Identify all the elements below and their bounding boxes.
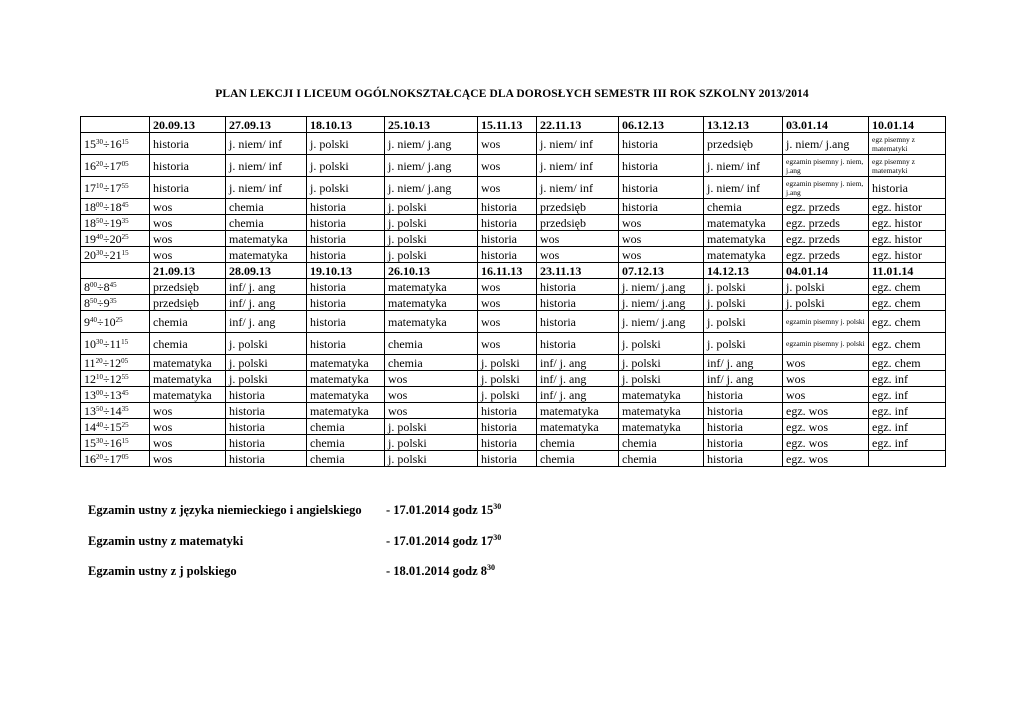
lesson-cell: egz. przeds <box>783 199 869 215</box>
lesson-cell: przedsięb <box>537 215 619 231</box>
lesson-cell: j. polski <box>307 155 385 177</box>
lesson-cell: matematyka <box>150 371 226 387</box>
lesson-cell: egz. wos <box>783 435 869 451</box>
lesson-cell: wos <box>385 403 478 419</box>
corner-cell <box>81 263 150 279</box>
lesson-row <box>81 177 946 199</box>
lesson-cell: inf/ j. ang <box>537 387 619 403</box>
lesson-cell: historia <box>619 155 704 177</box>
time-slot-cell: $19^{40}\div 20^{25}$ <box>81 231 150 247</box>
date-header-cell: 03.01.14 <box>783 117 869 133</box>
lesson-cell: j. niem/ j.ang <box>619 279 704 295</box>
lesson-cell: wos <box>150 199 226 215</box>
date-header-cell: 19.10.13 <box>307 263 385 279</box>
lesson-cell: j. niem/ j.ang <box>385 133 478 155</box>
lesson-cell: historia <box>307 279 385 295</box>
time-slot-cell: $14^{40}\div 15^{25}$ <box>81 419 150 435</box>
date-header-row <box>81 117 946 133</box>
lesson-cell: matematyka <box>226 247 307 263</box>
lesson-cell: historia <box>478 403 537 419</box>
lesson-cell: historia <box>226 451 307 467</box>
lesson-cell: wos <box>619 247 704 263</box>
lesson-cell: matematyka <box>537 403 619 419</box>
lesson-cell: przedsięb <box>150 295 226 311</box>
lesson-cell: historia <box>704 403 783 419</box>
date-header-cell: 16.11.13 <box>478 263 537 279</box>
lesson-cell: historia <box>478 231 537 247</box>
lesson-cell: wos <box>537 247 619 263</box>
lesson-row <box>81 403 946 419</box>
lesson-cell: historia <box>307 231 385 247</box>
lesson-cell: egz. wos <box>783 451 869 467</box>
lesson-cell: historia <box>478 215 537 231</box>
lesson-cell: j. polski <box>619 333 704 355</box>
lesson-cell: inf/ j. ang <box>704 355 783 371</box>
lesson-cell: chemia <box>385 333 478 355</box>
time-slot-cell: $18^{00}\div 18^{45}$ <box>81 199 150 215</box>
page-title: PLAN LEKCJI I LICEUM OGÓLNOKSZTAŁCĄCE DLA DOROSŁYCH SEMESTR III ROK SZKOLNY 2013/2014 <box>215 88 809 100</box>
lesson-cell: egz. chem <box>869 279 946 295</box>
lesson-cell: wos <box>478 295 537 311</box>
lesson-cell: wos <box>478 155 537 177</box>
lesson-cell: wos <box>150 247 226 263</box>
time-slot-cell: $20^{30}\div 21^{15}$ <box>81 247 150 263</box>
lesson-cell: historia <box>478 435 537 451</box>
lesson-cell: matematyka <box>704 247 783 263</box>
lesson-cell: inf/ j. ang <box>226 311 307 333</box>
lesson-cell: matematyka <box>226 231 307 247</box>
lesson-cell: chemia <box>226 199 307 215</box>
lesson-cell: egz. histor <box>869 215 946 231</box>
lesson-cell: egzamin pisemny j. niem, j.ang <box>783 155 869 177</box>
lesson-cell: matematyka <box>385 311 478 333</box>
lesson-cell: j. polski <box>385 231 478 247</box>
lesson-cell: przedsięb <box>150 279 226 295</box>
lesson-cell: przedsięb <box>704 133 783 155</box>
lesson-row <box>81 419 946 435</box>
time-slot-cell: $11^{20}\div 12^{05}$ <box>81 355 150 371</box>
lesson-cell: j. polski <box>307 133 385 155</box>
lesson-cell: egzamin pisemny j. niem, j.ang <box>783 177 869 199</box>
lesson-cell: egzamin pisemny j. polski <box>783 333 869 355</box>
lesson-cell: matematyka <box>704 231 783 247</box>
lesson-cell: historia <box>869 177 946 199</box>
lesson-cell: wos <box>150 215 226 231</box>
lesson-cell: egz. histor <box>869 231 946 247</box>
date-header-cell: 06.12.13 <box>619 117 704 133</box>
lesson-cell: wos <box>619 231 704 247</box>
time-slot-cell: $15^{30}\div 16^{15}$ <box>81 133 150 155</box>
date-header-cell: 18.10.13 <box>307 117 385 133</box>
lesson-cell: egz. inf <box>869 371 946 387</box>
lesson-cell: j. polski <box>704 333 783 355</box>
lesson-row <box>81 333 946 355</box>
lesson-cell: historia <box>478 247 537 263</box>
time-slot-cell: $16^{20}\div 17^{05}$ <box>81 155 150 177</box>
lesson-cell: wos <box>478 133 537 155</box>
lesson-cell: j. polski <box>226 371 307 387</box>
schedule-table <box>80 116 946 467</box>
lesson-cell: historia <box>537 333 619 355</box>
date-header-cell: 25.10.13 <box>385 117 478 133</box>
lesson-cell: matematyka <box>619 387 704 403</box>
lesson-cell: egz. inf <box>869 419 946 435</box>
lesson-cell: egz. przeds <box>783 247 869 263</box>
lesson-cell: historia <box>150 177 226 199</box>
lesson-cell: wos <box>478 177 537 199</box>
lesson-cell: chemia <box>226 215 307 231</box>
lesson-cell: matematyka <box>385 295 478 311</box>
lesson-cell: j. polski <box>385 451 478 467</box>
lesson-cell: wos <box>478 279 537 295</box>
time-slot-cell: $13^{00}\div 13^{45}$ <box>81 387 150 403</box>
lesson-cell: egz. histor <box>869 199 946 215</box>
lesson-row <box>81 311 946 333</box>
lesson-row <box>81 133 946 155</box>
lesson-cell: historia <box>307 333 385 355</box>
time-slot-cell: $9^{40}\div 10^{25}$ <box>81 311 150 333</box>
time-slot-cell: $8^{00}\div 8^{45}$ <box>81 279 150 295</box>
lesson-cell: historia <box>537 295 619 311</box>
oral-exam-line <box>88 533 502 549</box>
lesson-cell: matematyka <box>537 419 619 435</box>
lesson-cell: j. niem/ inf <box>537 155 619 177</box>
lesson-cell: egz. inf <box>869 403 946 419</box>
lesson-cell: inf/ j. ang <box>537 355 619 371</box>
lesson-cell: wos <box>150 435 226 451</box>
lesson-cell: j. niem/ j.ang <box>619 311 704 333</box>
date-header-cell: 11.01.14 <box>869 263 946 279</box>
lesson-cell: matematyka <box>150 387 226 403</box>
lesson-cell: j. niem/ inf <box>704 155 783 177</box>
exam-date-text: - 18.01.2014 godz 8 <box>386 564 488 578</box>
lesson-cell: historia <box>537 311 619 333</box>
lesson-cell: matematyka <box>619 403 704 419</box>
lesson-cell: j. niem/ j.ang <box>619 295 704 311</box>
lesson-cell: egz. przeds <box>783 215 869 231</box>
lesson-cell: j. niem/ j.ang <box>385 177 478 199</box>
exam-time-minutes: 30 <box>487 563 496 572</box>
lesson-cell: j. polski <box>385 435 478 451</box>
lesson-cell: historia <box>478 199 537 215</box>
lesson-cell: j. polski <box>704 279 783 295</box>
time-slot-cell: $12^{10}\div 12^{55}$ <box>81 371 150 387</box>
time-slot-cell: $13^{50}\div 14^{35}$ <box>81 403 150 419</box>
lesson-cell: egz. wos <box>783 419 869 435</box>
lesson-cell: wos <box>385 387 478 403</box>
lesson-cell: j. polski <box>385 215 478 231</box>
lesson-cell: j. niem/ inf <box>226 133 307 155</box>
lesson-cell: matematyka <box>150 355 226 371</box>
lesson-cell: j. polski <box>478 371 537 387</box>
lesson-cell: chemia <box>150 333 226 355</box>
lesson-row <box>81 231 946 247</box>
lesson-cell: wos <box>478 333 537 355</box>
lesson-cell: egz. inf <box>869 435 946 451</box>
lesson-cell: historia <box>226 403 307 419</box>
lesson-cell: j. polski <box>478 387 537 403</box>
lesson-cell: historia <box>478 419 537 435</box>
lesson-cell: matematyka <box>307 387 385 403</box>
lesson-cell: historia <box>307 247 385 263</box>
date-header-cell: 10.01.14 <box>869 117 946 133</box>
lesson-cell: chemia <box>307 435 385 451</box>
lesson-cell: historia <box>704 387 783 403</box>
exam-date <box>386 564 495 579</box>
lesson-cell: historia <box>150 155 226 177</box>
lesson-row <box>81 155 946 177</box>
lesson-cell: egz. histor <box>869 247 946 263</box>
corner-cell <box>81 117 150 133</box>
lesson-cell: egz. przeds <box>783 231 869 247</box>
lesson-cell: wos <box>150 403 226 419</box>
lesson-cell: wos <box>385 371 478 387</box>
lesson-cell: j. polski <box>226 355 307 371</box>
date-header-cell: 27.09.13 <box>226 117 307 133</box>
lesson-cell: matematyka <box>704 215 783 231</box>
date-header-cell: 14.12.13 <box>704 263 783 279</box>
lesson-cell: historia <box>307 311 385 333</box>
lesson-cell: egzamin pisemny j. polski <box>783 311 869 333</box>
lesson-row <box>81 355 946 371</box>
lesson-row <box>81 199 946 215</box>
lesson-cell: wos <box>537 231 619 247</box>
lesson-cell: matematyka <box>307 403 385 419</box>
time-slot-cell: $8^{50}\div 9^{35}$ <box>81 295 150 311</box>
lesson-row <box>81 435 946 451</box>
exam-label: Egzamin ustny z j polskiego <box>88 564 237 578</box>
date-header-cell: 07.12.13 <box>619 263 704 279</box>
lesson-cell: chemia <box>619 451 704 467</box>
lesson-cell: historia <box>226 387 307 403</box>
lesson-cell: egz. chem <box>869 355 946 371</box>
exam-date-text: - 17.01.2014 godz 17 <box>386 534 494 548</box>
date-header-cell: 28.09.13 <box>226 263 307 279</box>
exam-date <box>386 534 501 549</box>
date-header-cell: 26.10.13 <box>385 263 478 279</box>
lesson-cell: inf/ j. ang <box>704 371 783 387</box>
date-header-cell: 13.12.13 <box>704 117 783 133</box>
lesson-cell: egz pisemny z matematyki <box>869 133 946 155</box>
lesson-cell: historia <box>619 199 704 215</box>
exam-date-text: - 17.01.2014 godz 15 <box>386 503 494 517</box>
date-header-cell: 22.11.13 <box>537 117 619 133</box>
lesson-row <box>81 295 946 311</box>
lesson-cell: wos <box>478 311 537 333</box>
lesson-cell: j. polski <box>704 311 783 333</box>
lesson-cell: j. polski <box>385 419 478 435</box>
lesson-cell: matematyka <box>307 371 385 387</box>
exam-label: Egzamin ustny z języka niemieckiego i angielskiego <box>88 503 362 517</box>
oral-exam-line <box>88 563 496 579</box>
lesson-cell: j. polski <box>307 177 385 199</box>
lesson-cell: chemia <box>704 199 783 215</box>
lesson-cell: j. niem/ inf <box>704 177 783 199</box>
lesson-cell: inf/ j. ang <box>226 279 307 295</box>
lesson-cell: wos <box>619 215 704 231</box>
lesson-cell: historia <box>704 419 783 435</box>
lesson-cell: j. niem/ inf <box>226 177 307 199</box>
lesson-cell: chemia <box>307 451 385 467</box>
exam-label: Egzamin ustny z matematyki <box>88 534 244 548</box>
lesson-row <box>81 215 946 231</box>
date-header-cell: 21.09.13 <box>150 263 226 279</box>
lesson-cell: chemia <box>150 311 226 333</box>
lesson-cell: j. niem/ inf <box>537 133 619 155</box>
time-slot-cell: $18^{50}\div 19^{35}$ <box>81 215 150 231</box>
lesson-cell: j. polski <box>619 355 704 371</box>
lesson-cell: wos <box>783 371 869 387</box>
lesson-cell: historia <box>704 435 783 451</box>
lesson-cell: wos <box>150 451 226 467</box>
lesson-cell: historia <box>537 279 619 295</box>
lesson-cell: j. niem/ j.ang <box>783 133 869 155</box>
lesson-cell: j. polski <box>226 333 307 355</box>
lesson-cell: historia <box>704 451 783 467</box>
lesson-cell: matematyka <box>385 279 478 295</box>
lesson-row <box>81 451 946 467</box>
lesson-cell: j. polski <box>385 199 478 215</box>
lesson-cell: chemia <box>619 435 704 451</box>
date-header-cell: 23.11.13 <box>537 263 619 279</box>
lesson-cell: matematyka <box>307 355 385 371</box>
lesson-cell: egz pisemny z matematyki <box>869 155 946 177</box>
lesson-cell: egz. chem <box>869 311 946 333</box>
lesson-cell: j. polski <box>704 295 783 311</box>
lesson-cell: egz. inf <box>869 387 946 403</box>
lesson-cell: historia <box>226 435 307 451</box>
date-header-cell: 20.09.13 <box>150 117 226 133</box>
lesson-cell <box>869 451 946 467</box>
lesson-row <box>81 387 946 403</box>
lesson-cell: egz. chem <box>869 295 946 311</box>
lesson-cell: wos <box>150 231 226 247</box>
lesson-cell: wos <box>783 387 869 403</box>
lesson-cell: historia <box>307 295 385 311</box>
lesson-cell: j. polski <box>783 279 869 295</box>
date-header-row <box>81 263 946 279</box>
date-header-cell: 15.11.13 <box>478 117 537 133</box>
exam-date <box>386 503 501 518</box>
lesson-row <box>81 371 946 387</box>
lesson-cell: historia <box>619 133 704 155</box>
lesson-cell: historia <box>226 419 307 435</box>
lesson-cell: j. polski <box>385 247 478 263</box>
lesson-cell: historia <box>150 133 226 155</box>
lesson-cell: j. polski <box>619 371 704 387</box>
time-slot-cell: $10^{30}\div 11^{15}$ <box>81 333 150 355</box>
lesson-cell: j. niem/ j.ang <box>385 155 478 177</box>
lesson-cell: historia <box>619 177 704 199</box>
lesson-cell: chemia <box>307 419 385 435</box>
lesson-cell: wos <box>150 419 226 435</box>
lesson-cell: j. polski <box>478 355 537 371</box>
lesson-cell: j. polski <box>783 295 869 311</box>
lesson-cell: j. niem/ inf <box>226 155 307 177</box>
exam-time-minutes: 30 <box>493 502 502 511</box>
time-slot-cell: $16^{20}\div 17^{05}$ <box>81 451 150 467</box>
oral-exam-line <box>88 502 502 518</box>
lesson-cell: przedsięb <box>537 199 619 215</box>
exam-time-minutes: 30 <box>493 533 502 542</box>
lesson-cell: j. niem/ inf <box>537 177 619 199</box>
lesson-cell: historia <box>478 451 537 467</box>
lesson-cell: egz. chem <box>869 333 946 355</box>
lesson-cell: chemia <box>537 435 619 451</box>
lesson-cell: chemia <box>537 451 619 467</box>
date-header-cell: 04.01.14 <box>783 263 869 279</box>
time-slot-cell: $15^{30}\div 16^{15}$ <box>81 435 150 451</box>
lesson-cell: matematyka <box>619 419 704 435</box>
lesson-cell: inf/ j. ang <box>226 295 307 311</box>
lesson-cell: wos <box>783 355 869 371</box>
lesson-cell: egz. wos <box>783 403 869 419</box>
lesson-row <box>81 247 946 263</box>
lesson-cell: chemia <box>385 355 478 371</box>
lesson-cell: inf/ j. ang <box>537 371 619 387</box>
lesson-cell: historia <box>307 215 385 231</box>
lesson-row <box>81 279 946 295</box>
lesson-cell: historia <box>307 199 385 215</box>
time-slot-cell: $17^{10}\div 17^{55}$ <box>81 177 150 199</box>
